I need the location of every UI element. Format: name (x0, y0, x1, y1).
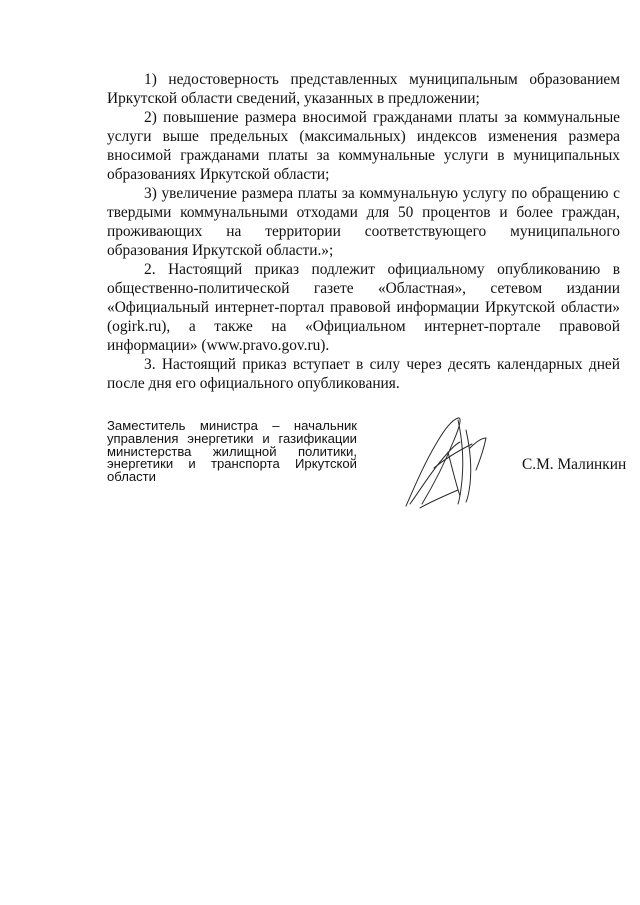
clause-item-1: 1) недостоверность представленных муниципальным образованием Иркутской области сведений, указанных в предложении; (107, 71, 620, 107)
clause-item-2: 2) повышение размера вносимой гражданами платы за коммунальные услуги выше предельных (максимальных) индексов изменения размера вносимой гражданами платы за коммунальные услуги в муниципальных образованиях Иркутской области; (107, 109, 620, 183)
clause-item-3: 3) увеличение размера платы за коммунальную услугу по обращению с твердыми коммунальными отходами для 50 процентов и более граждан, проживающих на территории соответствующего муниципального образования Иркутской области.»; (107, 185, 620, 259)
signer-name: С.М. Малинкин (522, 456, 627, 473)
document-body (107, 70, 620, 393)
signatory-position: Заместитель министра – начальник управления энергетики и газификации министерства жилищной политики, энергетики и транспорта Иркутской области (107, 418, 357, 485)
publication-clause: 2. Настоящий приказ подлежит официальному опубликованию в общественно-политической газете «Областная», сетевом издании «Официальный интернет-портал правовой информации Иркутской области» (ogirk.ru), а также на «Официальном интернет-портале правовой информации» (www.pravo.gov.ru). (107, 261, 620, 354)
effective-date-clause: 3. Настоящий приказ вступает в силу через десять календарных дней после дня его официального опубликования. (107, 356, 620, 392)
handwritten-signature (400, 408, 500, 518)
